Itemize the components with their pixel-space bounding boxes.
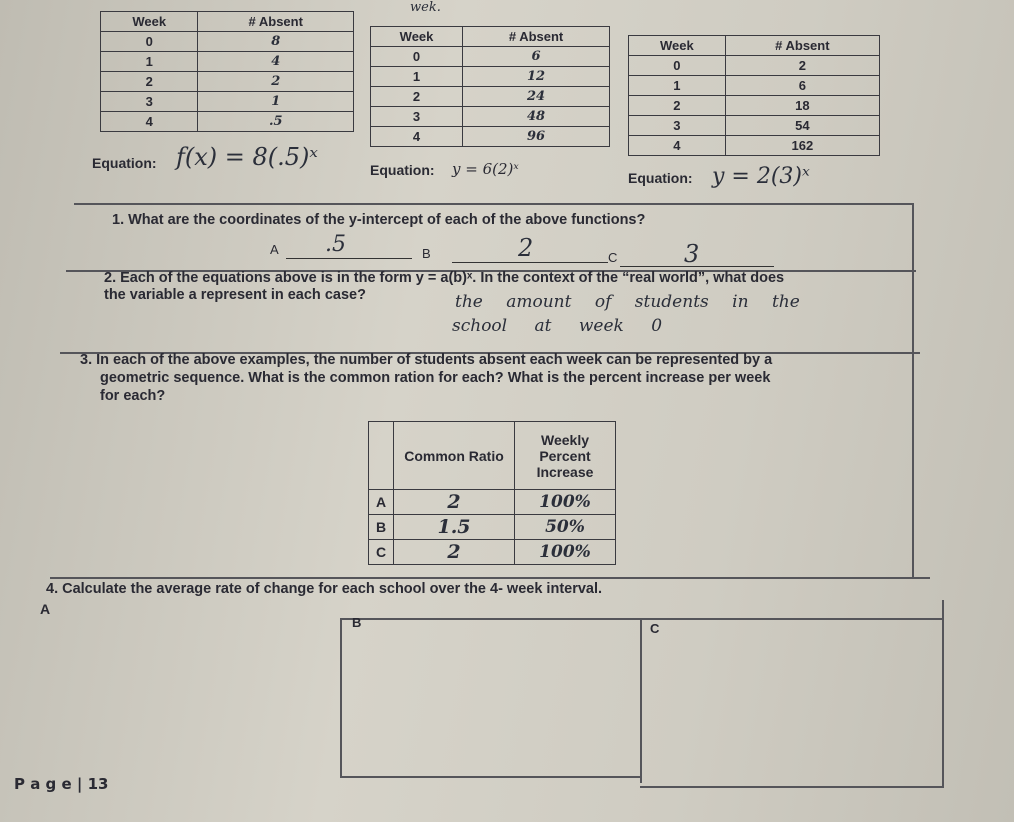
q1-a-blank — [286, 258, 412, 259]
cell: .5 — [198, 112, 354, 132]
rule-line — [640, 786, 942, 788]
q4-b-label: B — [352, 615, 362, 630]
table-header: # Absent — [198, 12, 354, 32]
cell: 1 — [101, 52, 198, 72]
cell: 4 — [101, 112, 198, 132]
cell: 96 — [463, 127, 610, 147]
header-scribble: wek. — [410, 0, 441, 15]
cell: 0 — [629, 56, 726, 76]
cell: 3 — [629, 116, 726, 136]
cell: 24 — [463, 87, 610, 107]
cell: 0 — [371, 47, 463, 67]
cell: 162 — [725, 136, 879, 156]
q1-c-label: C — [608, 250, 618, 265]
cell: 6 — [463, 47, 610, 67]
cell: 4 — [198, 52, 354, 72]
rule-line — [640, 618, 642, 783]
table-header: # Absent — [725, 36, 879, 56]
cell: 3 — [371, 107, 463, 127]
table-header: Week — [371, 27, 463, 47]
rule-line — [942, 600, 944, 788]
question-2-line-2: the variable a represent in each case? — [104, 287, 366, 303]
question-4: 4. Calculate the average rate of change for each school over the 4- week interval. — [46, 581, 603, 597]
cell: 1 — [629, 76, 726, 96]
cell: 2 — [371, 87, 463, 107]
page-footer: P a g e | 13 — [14, 775, 109, 793]
table-header: # Absent — [463, 27, 610, 47]
q4-c-label: C — [650, 621, 660, 636]
row-label: A — [369, 490, 394, 515]
question-3-line-2: geometric sequence. What is the common ration for each? What is the percent increase per week — [100, 370, 771, 386]
table-header: Common Ratio — [394, 422, 515, 490]
q2-answer-line-1: the amount of students in the — [455, 292, 800, 312]
cell: 54 — [725, 116, 879, 136]
cell: 0 — [101, 32, 198, 52]
cell: 3 — [101, 92, 198, 112]
question-3-line-3: for each? — [100, 388, 166, 404]
equation-value-1: f(x) = 8(.5)ˣ — [176, 143, 318, 171]
ratio-cell: 1.5 — [394, 515, 515, 540]
rule-line — [340, 776, 640, 778]
cell: 18 — [725, 96, 879, 116]
rule-line — [74, 203, 914, 205]
table-header: Week — [101, 12, 198, 32]
cell: 4 — [629, 136, 726, 156]
cell: 2 — [198, 72, 354, 92]
percent-cell: 50% — [515, 515, 616, 540]
absent-table-2 — [370, 26, 610, 147]
rule-line — [912, 203, 914, 578]
cell: 6 — [725, 76, 879, 96]
question-1: 1. What are the coordinates of the y-intercept of each of the above functions? — [112, 212, 646, 228]
q1-b-label: B — [422, 246, 431, 261]
equation-label-2: Equation: — [370, 162, 435, 178]
question-3-line-1: 3. In each of the above examples, the number of students absent each week can be represented by a — [80, 352, 773, 368]
percent-cell: 100% — [515, 490, 616, 515]
question-2-line-1: 2. Each of the equations above is in the form y = a(b)ˣ. In the context of the “real world”, what does — [104, 270, 785, 286]
rule-line — [340, 618, 342, 778]
q1-a-label: A — [270, 242, 279, 257]
equation-value-3: y = 2(3)ˣ — [712, 164, 810, 189]
cell: 1 — [371, 67, 463, 87]
cell: 2 — [629, 96, 726, 116]
cell: 8 — [198, 32, 354, 52]
absent-table-1 — [100, 11, 354, 132]
cell: 2 — [725, 56, 879, 76]
rule-line — [50, 577, 930, 579]
table-header — [369, 422, 394, 490]
q1-a-answer: .5 — [325, 232, 346, 257]
common-ratio-table — [368, 421, 616, 565]
q1-c-answer: 3 — [684, 240, 700, 268]
row-label: B — [369, 515, 394, 540]
cell: 1 — [198, 92, 354, 112]
cell: 48 — [463, 107, 610, 127]
cell: 4 — [371, 127, 463, 147]
ratio-cell: 2 — [394, 540, 515, 565]
equation-value-2: y = 6(2)ˣ — [452, 160, 519, 178]
q2-answer-line-2: school at week 0 — [452, 316, 663, 336]
cell: 2 — [101, 72, 198, 92]
row-label: C — [369, 540, 394, 565]
q4-a-label: A — [40, 601, 51, 617]
table-header: Weekly Percent Increase — [515, 422, 616, 490]
q1-b-answer: 2 — [518, 234, 534, 262]
cell: 12 — [463, 67, 610, 87]
percent-cell: 100% — [515, 540, 616, 565]
equation-label-1: Equation: — [92, 155, 157, 171]
table-header: Week — [629, 36, 726, 56]
equation-label-3: Equation: — [628, 170, 693, 186]
absent-table-3 — [628, 35, 880, 156]
ratio-cell: 2 — [394, 490, 515, 515]
q1-b-blank — [452, 262, 608, 263]
